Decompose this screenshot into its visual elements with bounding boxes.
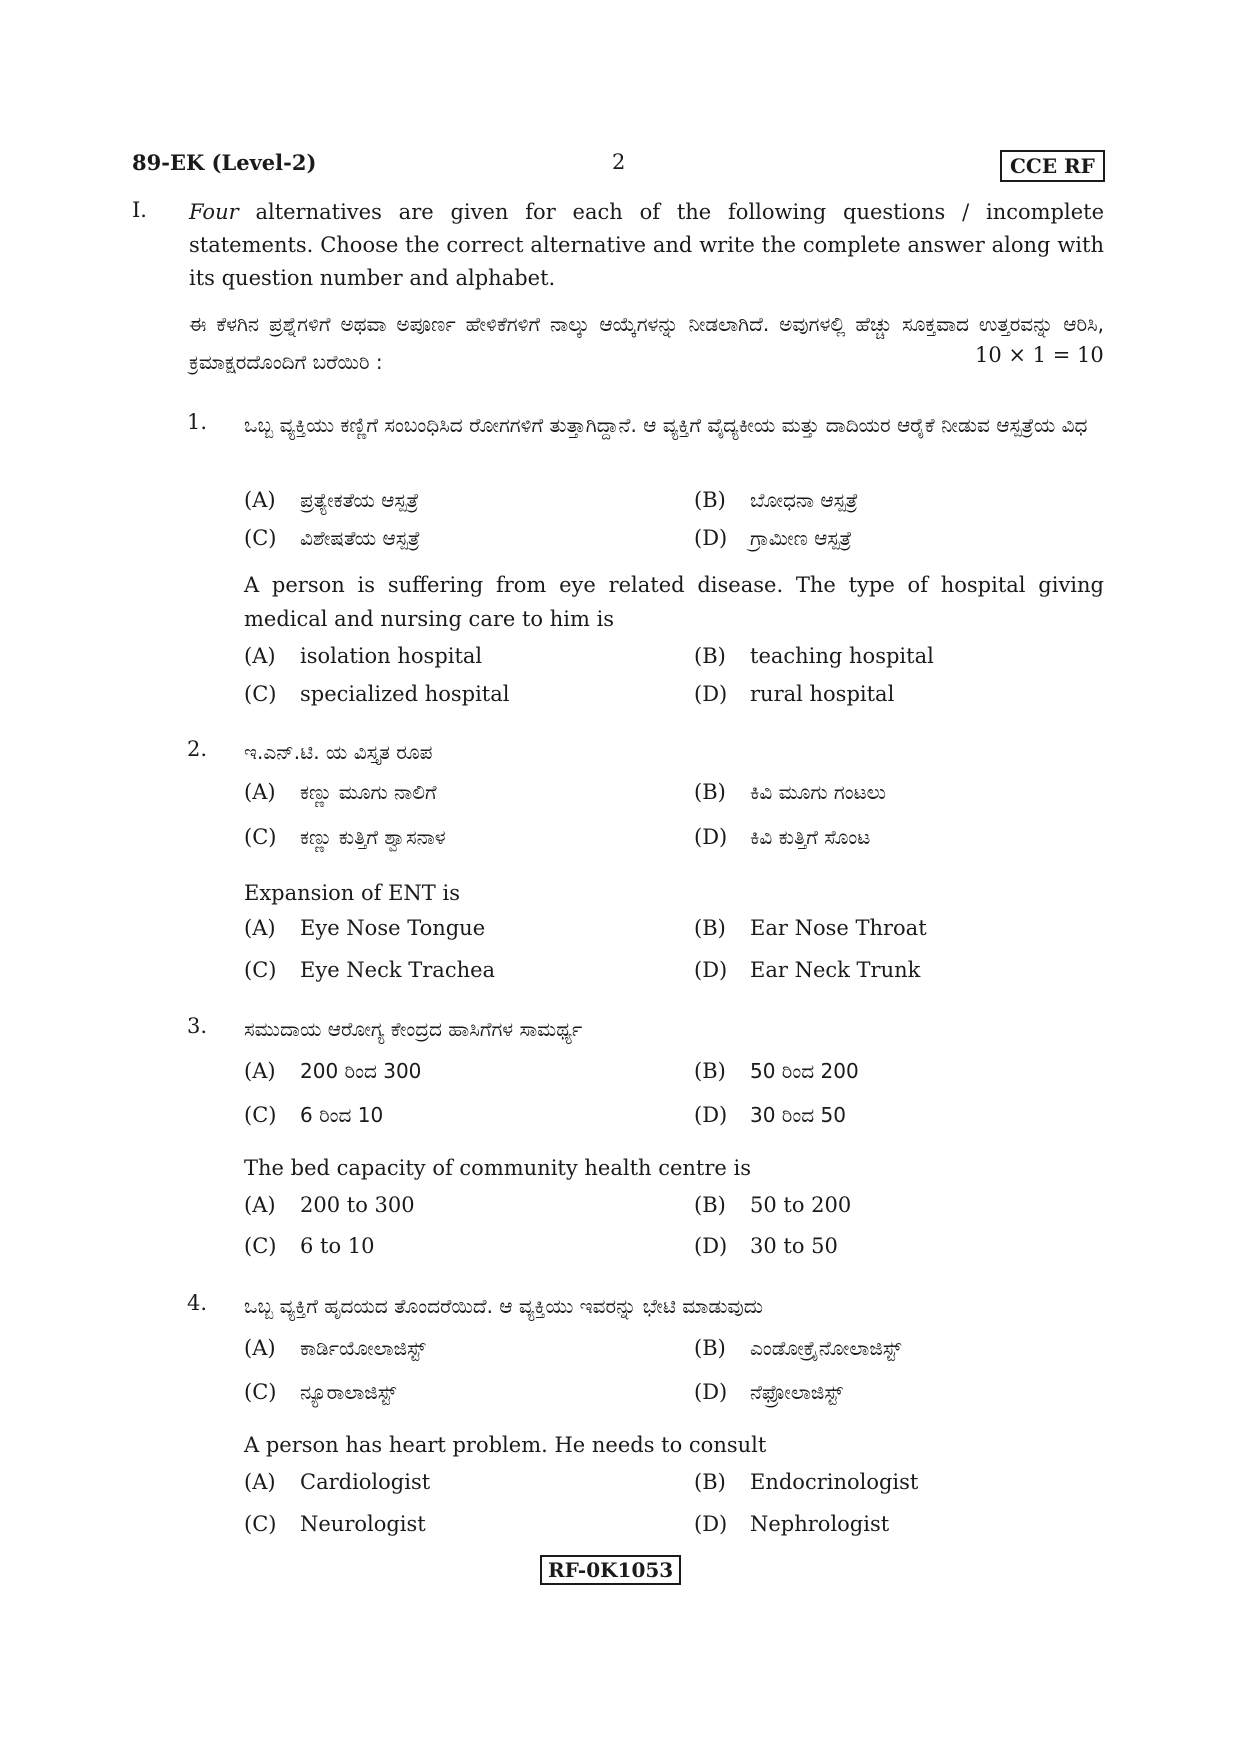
instruction-kannada: ಈ ಕೆಳಗಿನ ಪ್ರಶ್ನೆಗಳಿಗೆ ಅಥವಾ ಅಪೂರ್ಣ ಹೇಳಿಕೆಗಳಿಗೆ ನಾಲ್ಕು ಆಯ್ಕೆಗಳನ್ನು ನೀಡಲಾಗಿದೆ. ಅವುಗಳಲ್ಲಿ ಹೆಚ್ಚು ಸೂಕ್ತವಾದ ಉತ್ತರವನ್ನು ಆರಿಸಿ, ಕ್ರಮಾಕ್ಷರದೊಂದಿಗೆ ಬರೆಯಿರಿ : [189,312,1104,374]
option-c-english: (C) 6 to 10 [244,1234,375,1258]
option-c-english: (C) Eye Neck Trachea [244,958,496,982]
option-b-english: (B) Endocrinologist [694,1470,919,1494]
option-a-kannada: (A) ಕಣ್ಣು ಮೂಗು ನಾಲಿಗೆ [244,780,437,804]
option-c-kannada: (C) ನ್ಯೂರಾಲಾಜಿಸ್ಟ್ [244,1380,397,1404]
option-b-kannada: (B) ಕಿವಿ ಮೂಗು ಗಂಟಲು [694,780,886,804]
question-number: 2. [187,737,208,761]
question-text-kannada: ಇ.ಎನ್.ಟಿ. ಯ ವಿಸ್ತೃತ ರೂಪ [244,740,433,764]
option-c-kannada: (C) 6 ರಿಂದ 10 [244,1103,384,1127]
option-d-english: (D) Ear Neck Trunk [694,958,921,982]
question-number: 1. [187,410,208,434]
option-d-kannada: (D) ಗ್ರಾಮೀಣ ಆಸ್ಪತ್ರೆ [694,526,852,550]
question-text-english: The bed capacity of community health centre is [244,1156,752,1180]
instruction-italic-word: Four [189,200,239,224]
paper-code: 89-EK (Level-2) [132,150,317,175]
option-d-kannada: (D) ನೆಫ್ರೋಲಾಜಿಸ್ಟ್ [694,1380,843,1404]
option-c-kannada: (C) ವಿಶೇಷತೆಯ ಆಸ್ಪತ್ರೆ [244,526,421,550]
option-d-kannada: (D) ಕಿವಿ ಕುತ್ತಿಗೆ ಸೊಂಟ [694,825,871,849]
option-b-kannada: (B) ಬೋಧನಾ ಆಸ್ಪತ್ರೆ [694,488,859,512]
paper-type-box: CCE RF [1000,150,1105,182]
page-number: 2 [612,150,626,174]
option-d-kannada: (D) 30 ರಿಂದ 50 [694,1103,846,1127]
instruction-english-rest: alternatives are given for each of the following questions / incomplete statements. Choose the correct alternative and write the complete answer along with its question number and alphabet. [189,200,1104,290]
option-d-english: (D) Nephrologist [694,1512,890,1536]
option-d-english: (D) 30 to 50 [694,1234,838,1258]
question-number: 4. [187,1291,208,1315]
option-a-english: (A) isolation hospital [244,644,483,668]
option-a-kannada: (A) 200 ರಿಂದ 300 [244,1059,422,1083]
option-a-kannada: (A) ಕಾರ್ಡಿಯೋಲಾಜಿಸ್ಟ್ [244,1336,426,1360]
question-text-kannada: ಸಮುದಾಯ ಆರೋಗ್ಯ ಕೇಂದ್ರದ ಹಾಸಿಗೆಗಳ ಸಾಮರ್ಥ್ಯ [244,1017,583,1041]
question-text-kannada: ಒಬ್ಬ ವ್ಯಕ್ತಿಯು ಕಣ್ಣಿಗೆ ಸಂಬಂಧಿಸಿದ ರೋಗಗಳಿಗೆ ತುತ್ತಾಗಿದ್ದಾನೆ. ಆ ವ್ಯಕ್ತಿಗೆ ವೈದ್ಯಕೀಯ ಮತ್ತು ದಾದಿಯರ ಆರೈಕೆ ನೀಡುವ ಆಸ್ಪತ್ರೆಯ ವಿಧ [244,413,1088,437]
option-b-english: (B) Ear Nose Throat [694,916,927,940]
option-c-kannada: (C) ಕಣ್ಣು ಕುತ್ತಿಗೆ ಶ್ವಾಸನಾಳ [244,825,446,849]
option-c-english: (C) Neurologist [244,1512,426,1536]
question-text-english: A person has heart problem. He needs to consult [244,1433,767,1457]
question-text-kannada: ಒಬ್ಬ ವ್ಯಕ್ತಿಗೆ ಹೃದಯದ ತೊಂದರೆಯಿದೆ. ಆ ವ್ಯಕ್ತಿಯು ಇವರನ್ನು ಭೇಟಿ ಮಾಡುವುದು [244,1294,764,1318]
footer-code-box: RF-0K1053 [540,1555,681,1585]
option-d-english: (D) rural hospital [694,682,895,706]
instruction-english [189,196,1104,295]
option-c-english: (C) specialized hospital [244,682,510,706]
question-text-english: Expansion of ENT is [244,881,460,905]
option-a-english: (A) Cardiologist [244,1470,431,1494]
option-b-english: (B) teaching hospital [694,644,934,668]
option-b-kannada: (B) ಎಂಡೋಕ್ರೈನೋಲಾಜಿಸ್ಟ್ [694,1336,902,1360]
option-a-english: (A) 200 to 300 [244,1193,415,1217]
section-number: I. [132,198,147,222]
question-text-english: A person is suffering from eye related disease. The type of hospital giving medical and nursing care to him is [244,573,1104,631]
question-number: 3. [187,1014,208,1038]
marks-allocation: 10 × 1 = 10 [975,343,1104,367]
option-b-english: (B) 50 to 200 [694,1193,852,1217]
option-a-english: (A) Eye Nose Tongue [244,916,486,940]
option-b-kannada: (B) 50 ರಿಂದ 200 [694,1059,859,1083]
option-a-kannada: (A) ಪ್ರತ್ಯೇಕತೆಯ ಆಸ್ಪತ್ರೆ [244,488,419,512]
